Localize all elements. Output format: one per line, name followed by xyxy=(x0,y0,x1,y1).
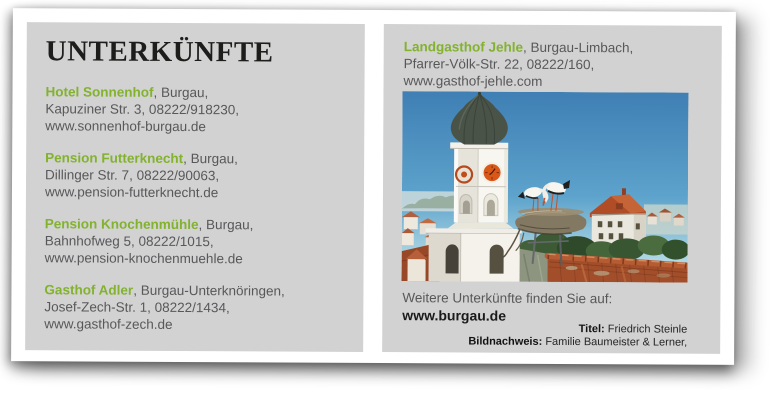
entry-line1 xyxy=(45,215,350,234)
entry-line1 xyxy=(45,149,350,168)
credit-bildnachweis-label: Bildnachweis: xyxy=(468,335,543,348)
credit-bildnachweis-value: Familie Baumeister & Lerner, xyxy=(542,335,688,349)
entry-pension-knochenmuehle xyxy=(45,215,350,268)
entry-landgasthof-jehle xyxy=(404,38,708,91)
entry-address: Kapuziner Str. 3, 08222/918230, xyxy=(45,101,240,118)
entry-line1 xyxy=(404,38,708,57)
accommodations-panel-right xyxy=(382,24,722,354)
entry-name: Hotel Sonnenhof xyxy=(45,84,154,100)
entry-location: , Burgau, xyxy=(153,84,209,101)
credit-title-label: Titel: xyxy=(578,323,605,336)
entry-location: , Burgau-Unterknöringen, xyxy=(133,282,285,299)
entry-address: Dillinger Str. 7, 08222/90063, xyxy=(45,167,220,184)
entry-address: Josef-Zech-Str. 1, 08222/1434, xyxy=(44,299,230,316)
entry-location: , Burgau-Limbach, xyxy=(522,39,634,56)
entry-website: www.sonnenhof-burgau.de xyxy=(45,118,206,135)
entry-line1 xyxy=(44,281,349,300)
entry-address: Pfarrer-Völk-Str. 22, 08222/160, xyxy=(403,56,595,73)
entry-location: , Burgau, xyxy=(198,217,254,233)
photo-credits xyxy=(402,322,687,349)
credit-title-value: Friedrich Steinle xyxy=(604,323,688,336)
entry-website: www.pension-knochenmuehle.de xyxy=(44,250,243,267)
entry-name: Pension Futterknecht xyxy=(45,150,184,167)
credit-bildnachweis-line xyxy=(402,335,687,349)
flyer-card xyxy=(11,8,736,365)
entry-location: , Burgau, xyxy=(183,151,239,167)
entry-website: www.pension-futterknecht.de xyxy=(44,184,219,201)
burgau-website: www.burgau.de xyxy=(402,306,507,324)
entry-gasthof-adler xyxy=(44,281,349,334)
entry-name: Gasthof Adler xyxy=(44,282,134,298)
entry-name: Pension Knochenmühle xyxy=(44,216,199,233)
entry-line1 xyxy=(45,83,350,102)
entry-name: Landgasthof Jehle xyxy=(403,39,524,55)
page-title: UNTERKÜNFTE xyxy=(45,35,274,69)
more-info-block xyxy=(402,290,612,324)
entry-address: Bahnhofweg 5, 08222/1015, xyxy=(44,233,214,250)
more-info-text: Weitere Unterkünfte finden Sie auf: xyxy=(402,290,613,307)
entry-website: www.gasthof-jehle.com xyxy=(403,73,543,89)
burgau-church-tower-storks-photo xyxy=(402,91,689,282)
entry-pension-futterknecht xyxy=(45,149,350,202)
entry-hotel-sonnenhof xyxy=(45,83,350,136)
accommodations-panel-left xyxy=(25,22,365,352)
entry-website: www.gasthof-zech.de xyxy=(44,316,173,332)
